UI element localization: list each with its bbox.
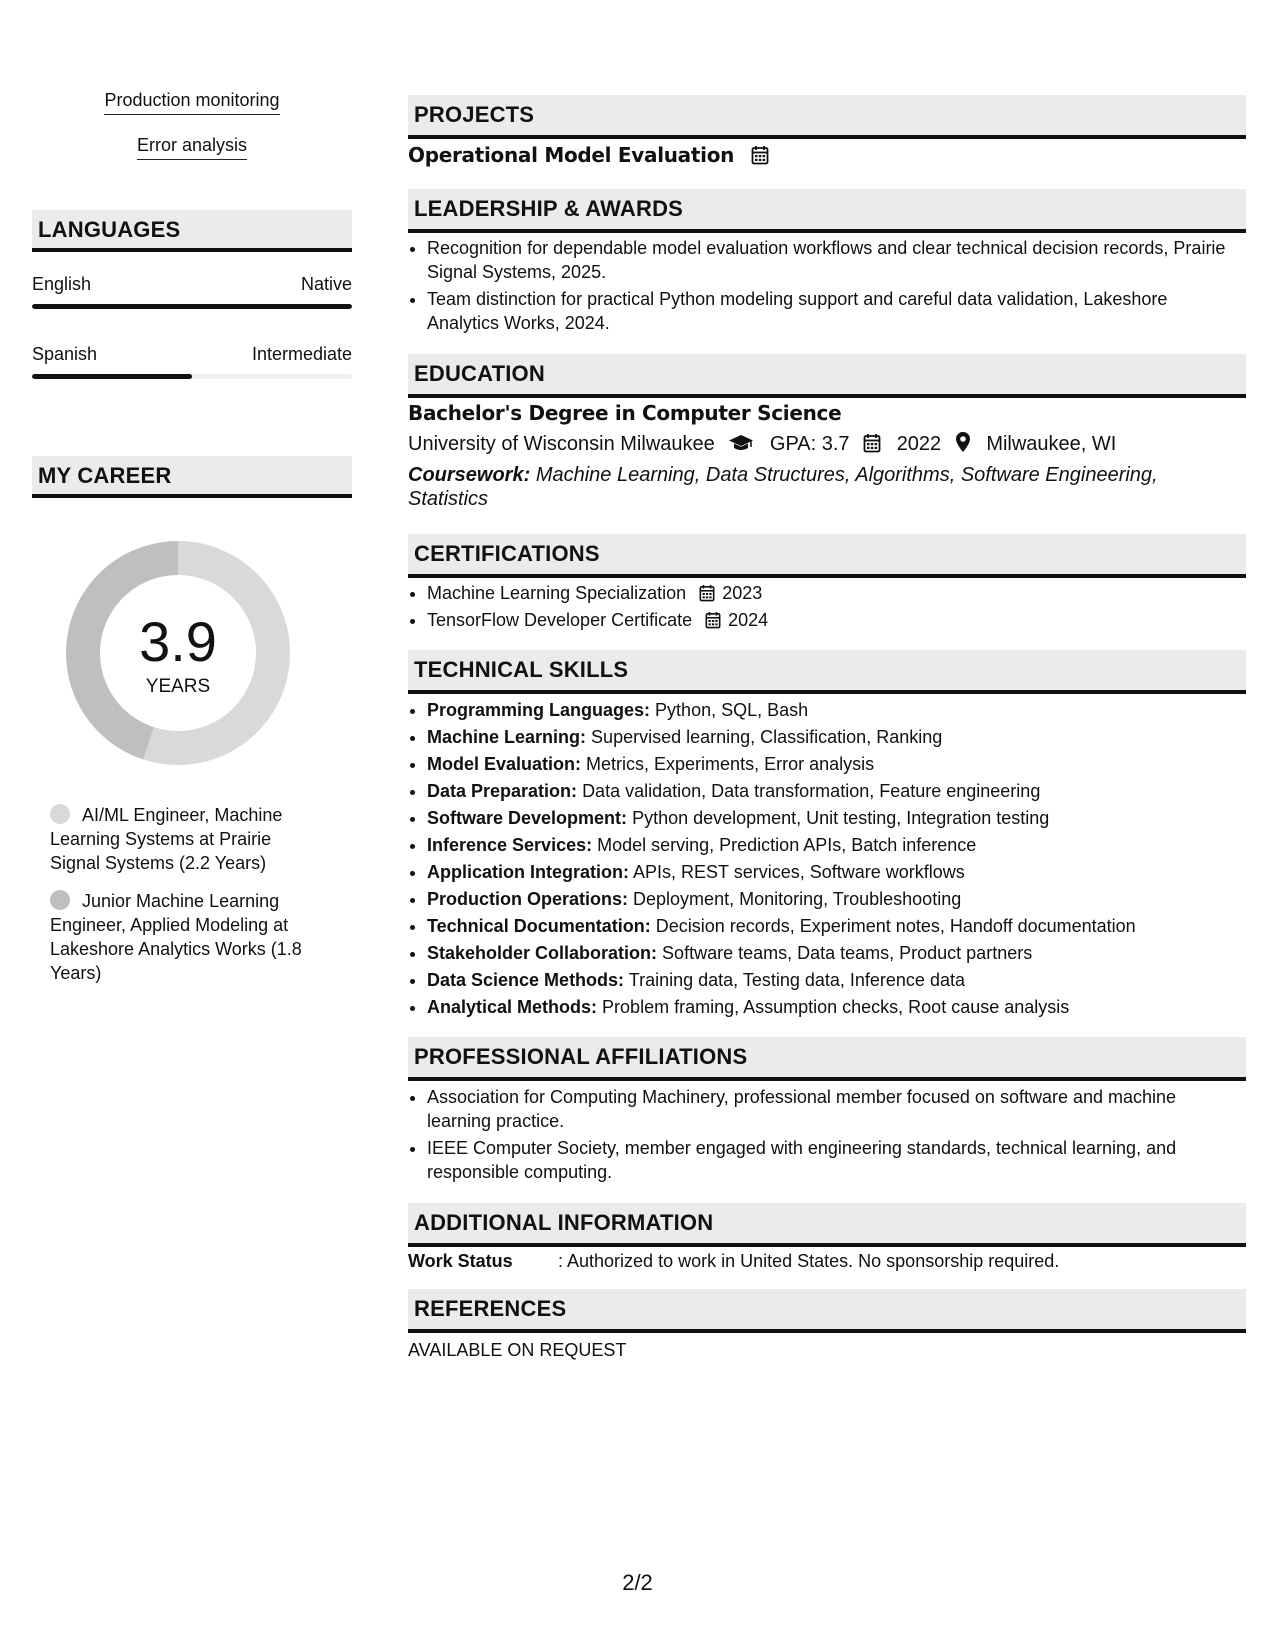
skill-value: Training data, Testing data, Inference data bbox=[628, 970, 965, 990]
page-number: 2/2 bbox=[622, 1570, 653, 1595]
calendar-icon bbox=[751, 145, 769, 165]
career-heading: MY CAREER bbox=[32, 456, 352, 498]
skill-item bbox=[427, 886, 1237, 913]
calendar-icon bbox=[705, 611, 721, 629]
references-heading: REFERENCES bbox=[408, 1289, 1246, 1333]
award-item: • Team distinction for practical Python modeling support and careful data validation, Lakeshore Analytics Works, 2024. bbox=[427, 287, 1237, 335]
calendar-icon bbox=[699, 584, 715, 602]
graduation-year: 2022 bbox=[896, 433, 942, 455]
skill-label: Analytical Methods: bbox=[427, 997, 598, 1017]
language-level: Native bbox=[300, 274, 352, 294]
career-role-text: AI/ML Engineer, Machine Learning Systems at Prairie Signal Systems (2.2 Years) bbox=[50, 805, 283, 873]
skill-item bbox=[427, 940, 1237, 967]
skill-item bbox=[427, 751, 1237, 778]
language-level: Intermediate bbox=[251, 344, 352, 364]
skill-label: Production Operations: bbox=[427, 889, 629, 909]
work-status-label: Work Status bbox=[408, 1251, 513, 1271]
skill-label: Software Development: bbox=[427, 808, 628, 828]
references-text: AVAILABLE ON REQUEST bbox=[408, 1340, 627, 1360]
certification-name: Machine Learning Specialization bbox=[427, 583, 687, 603]
school-location: Milwaukee, WI bbox=[986, 433, 1117, 455]
skills-list bbox=[408, 697, 1237, 1021]
skill-value: Supervised learning, Classification, Ranking bbox=[591, 727, 943, 747]
career-role bbox=[50, 889, 325, 985]
affiliation-item: • Association for Computing Machinery, professional member focused on software and machine learning practice. bbox=[427, 1085, 1237, 1133]
skill-value: Model serving, Prediction APIs, Batch inference bbox=[597, 835, 977, 855]
skill-item bbox=[427, 805, 1237, 832]
affiliation-item: • IEEE Computer Society, member engaged with engineering standards, technical learning, and responsible computing. bbox=[427, 1136, 1237, 1184]
skill-value: Problem framing, Assumption checks, Root cause analysis bbox=[602, 997, 1070, 1017]
skill-value: Deployment, Monitoring, Troubleshooting bbox=[633, 889, 962, 909]
career-role bbox=[50, 803, 325, 875]
skill-item bbox=[427, 994, 1237, 1021]
coursework bbox=[408, 463, 1228, 511]
skill-item bbox=[427, 967, 1237, 994]
affiliations-heading: PROFESSIONAL AFFILIATIONS bbox=[408, 1037, 1246, 1081]
career-role-text: Junior Machine Learning Engineer, Applied Modeling at Lakeshore Analytics Works (1.8 Years) bbox=[50, 891, 302, 983]
certification-item bbox=[427, 581, 1237, 605]
school-name: University of Wisconsin Milwaukee bbox=[408, 433, 715, 455]
language-name: English bbox=[32, 274, 92, 294]
skill-value: Decision records, Experiment notes, Handoff documentation bbox=[655, 916, 1136, 936]
awards-list bbox=[408, 236, 1237, 338]
work-status-value: : Authorized to work in United States. No sponsorship required. bbox=[558, 1251, 1060, 1271]
career-donut-chart bbox=[65, 540, 291, 766]
skill-value: Data validation, Data transformation, Feature engineering bbox=[582, 781, 1041, 801]
skill-label: Data Science Methods: bbox=[427, 970, 625, 990]
certification-year: 2024 bbox=[728, 610, 769, 630]
skill-value: Metrics, Experiments, Error analysis bbox=[586, 754, 875, 774]
languages-heading: LANGUAGES bbox=[32, 210, 352, 252]
affiliations-list bbox=[408, 1085, 1237, 1187]
language-name: Spanish bbox=[32, 344, 98, 364]
certification-item bbox=[427, 608, 1237, 632]
awards-heading: LEADERSHIP & AWARDS bbox=[408, 189, 1246, 233]
project-item bbox=[408, 142, 769, 168]
skill-value: APIs, REST services, Software workflows bbox=[633, 862, 965, 882]
career-legend-dot bbox=[50, 890, 70, 910]
skill-label: Machine Learning: bbox=[427, 727, 587, 747]
skill-item bbox=[427, 697, 1237, 724]
skill-item bbox=[427, 832, 1237, 859]
project-name: Operational Model Evaluation bbox=[408, 143, 735, 167]
skill-value: Python development, Unit testing, Integration testing bbox=[632, 808, 1050, 828]
skill-tag-label: Production monitoring bbox=[104, 88, 279, 115]
skill-tag bbox=[32, 88, 352, 115]
language-bar-fill bbox=[32, 374, 192, 379]
skill-tag bbox=[32, 133, 352, 160]
skill-item bbox=[427, 778, 1237, 805]
degree-title: Bachelor's Degree in Computer Science bbox=[408, 401, 842, 425]
additional-info-heading: ADDITIONAL INFORMATION bbox=[408, 1203, 1246, 1247]
skill-value: Software teams, Data teams, Product partners bbox=[662, 943, 1033, 963]
graduation-cap-icon bbox=[728, 433, 754, 453]
skill-item bbox=[427, 724, 1237, 751]
skill-label: Programming Languages: bbox=[427, 700, 651, 720]
award-item: • Recognition for dependable model evaluation workflows and clear technical decision records, Prairie Signal Systems, 2025. bbox=[427, 236, 1237, 284]
location-pin-icon bbox=[955, 431, 971, 453]
skill-value: Python, SQL, Bash bbox=[655, 700, 809, 720]
projects-heading: PROJECTS bbox=[408, 95, 1246, 139]
language-bar bbox=[32, 374, 352, 379]
certification-name: TensorFlow Developer Certificate bbox=[427, 610, 693, 630]
skill-label: Stakeholder Collaboration: bbox=[427, 943, 658, 963]
certification-year: 2023 bbox=[722, 583, 763, 603]
certifications-heading: CERTIFICATIONS bbox=[408, 534, 1246, 578]
education-details bbox=[408, 431, 1116, 457]
gpa: GPA: 3.7 bbox=[769, 433, 850, 455]
skill-tag-label: Error analysis bbox=[137, 133, 247, 160]
career-total-value: 3.9 bbox=[139, 610, 217, 673]
language-bar-fill bbox=[32, 304, 352, 309]
coursework-list: Machine Learning, Data Structures, Algorithms, Software Engineering, Statistics bbox=[408, 464, 1158, 510]
coursework-label: Coursework: bbox=[408, 464, 531, 486]
skill-item bbox=[427, 913, 1237, 940]
education-heading: EDUCATION bbox=[408, 354, 1246, 398]
calendar-icon bbox=[863, 433, 881, 453]
skill-item bbox=[427, 859, 1237, 886]
skills-heading: TECHNICAL SKILLS bbox=[408, 650, 1246, 694]
language-bar bbox=[32, 304, 352, 309]
skill-label: Data Preparation: bbox=[427, 781, 578, 801]
certifications-list bbox=[408, 581, 1237, 632]
skill-label: Technical Documentation: bbox=[427, 916, 651, 936]
skill-label: Model Evaluation: bbox=[427, 754, 582, 774]
career-legend-dot bbox=[50, 804, 70, 824]
skill-label: Application Integration: bbox=[427, 862, 629, 882]
career-total-unit: YEARS bbox=[145, 676, 211, 697]
skill-label: Inference Services: bbox=[427, 835, 593, 855]
